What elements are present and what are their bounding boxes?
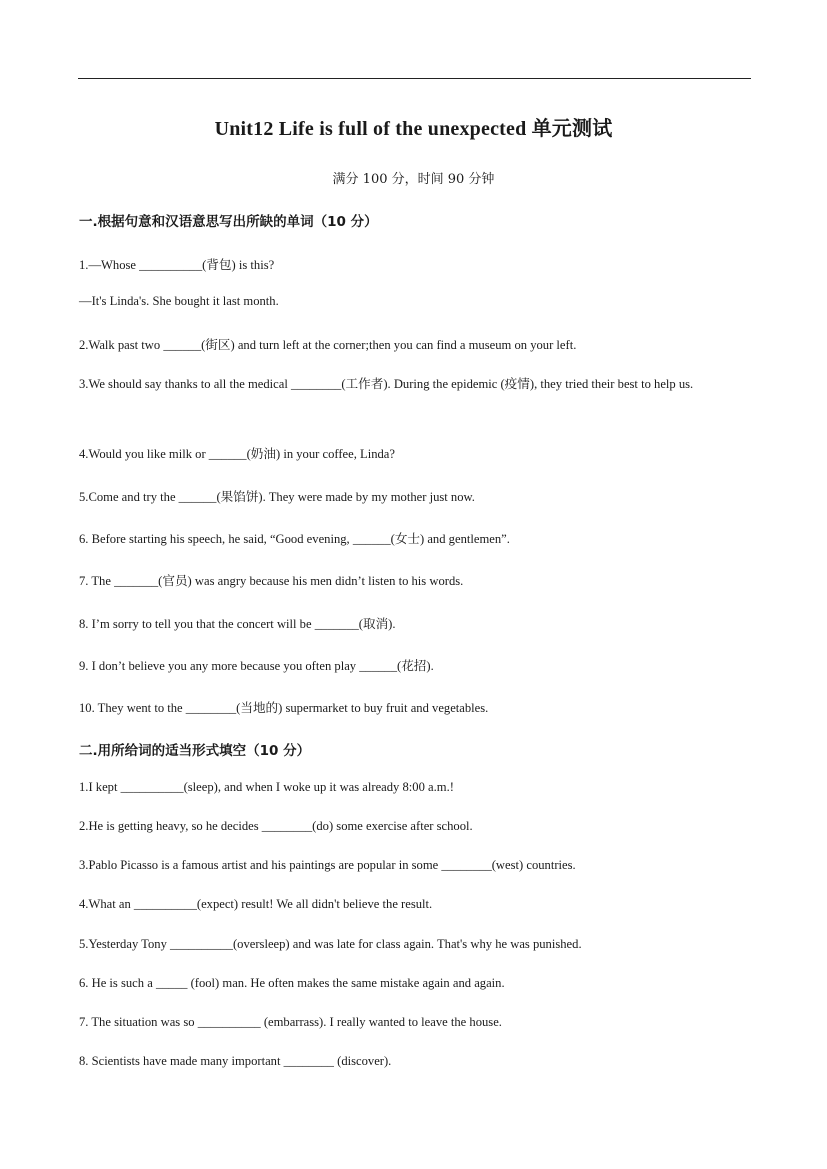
- header-rule: [78, 78, 751, 79]
- section2-item: 6. He is such a _____ (fool) man. He often makes the same mistake again and again.: [79, 976, 505, 990]
- section2-heading: 二.用所给词的适当形式填空（10 分）: [79, 743, 311, 759]
- page-title: Unit12 Life is full of the unexpected 单元测试: [214, 118, 613, 140]
- section2-item: 5.Yesterday Tony __________(oversleep) and was late for class again. That's why he was punished.: [79, 937, 582, 951]
- section2-item: 4.What an __________(expect) result! We all didn't believe the result.: [79, 897, 433, 911]
- section1-item: —It's Linda's. She bought it last month.: [79, 294, 279, 308]
- section1-item: 6. Before starting his speech, he said, “Good evening, ______(女士) and gentlemen”.: [79, 532, 510, 546]
- section2-item: 8. Scientists have made many important ________ (discover).: [79, 1054, 392, 1068]
- section1-item: 8. I’m sorry to tell you that the concert will be _______(取消).: [79, 617, 396, 631]
- section1-item: 2.Walk past two ______(街区) and turn left at the corner;then you can find a museum on your left.: [79, 338, 577, 352]
- section1-heading: 一.根据句意和汉语意思写出所缺的单词（10 分）: [79, 214, 378, 230]
- section1-item: 5.Come and try the ______(果馅饼). They were made by my mother just now.: [79, 490, 475, 504]
- section2-item: 3.Pablo Picasso is a famous artist and his paintings are popular in some ________(west) countries.: [79, 858, 576, 872]
- page-subtitle: 满分 100 分，时间 90 分钟: [332, 172, 495, 187]
- section2-item: 7. The situation was so __________ (embarrass). I really wanted to leave the house.: [79, 1015, 502, 1029]
- section1-item: 9. I don’t believe you any more because you often play ______(花招).: [79, 659, 434, 673]
- section1-item: 3.We should say thanks to all the medical ________(工作者). During the epidemic (疫情), they tried their best to help us.: [79, 377, 694, 391]
- section1-item: 4.Would you like milk or ______(奶油) in your coffee, Linda?: [79, 447, 395, 461]
- section2-item: 1.I kept __________(sleep), and when I woke up it was already 8:00 a.m.!: [79, 780, 454, 794]
- section1-item: 10. They went to the ________(当地的) supermarket to buy fruit and vegetables.: [79, 701, 489, 715]
- section1-item: 7. The _______(官员) was angry because his men didn’t listen to his words.: [79, 574, 464, 588]
- section2-item: 2.He is getting heavy, so he decides ________(do) some exercise after school.: [79, 819, 473, 833]
- section1-item: 1.—Whose __________(背包) is this?: [79, 258, 275, 272]
